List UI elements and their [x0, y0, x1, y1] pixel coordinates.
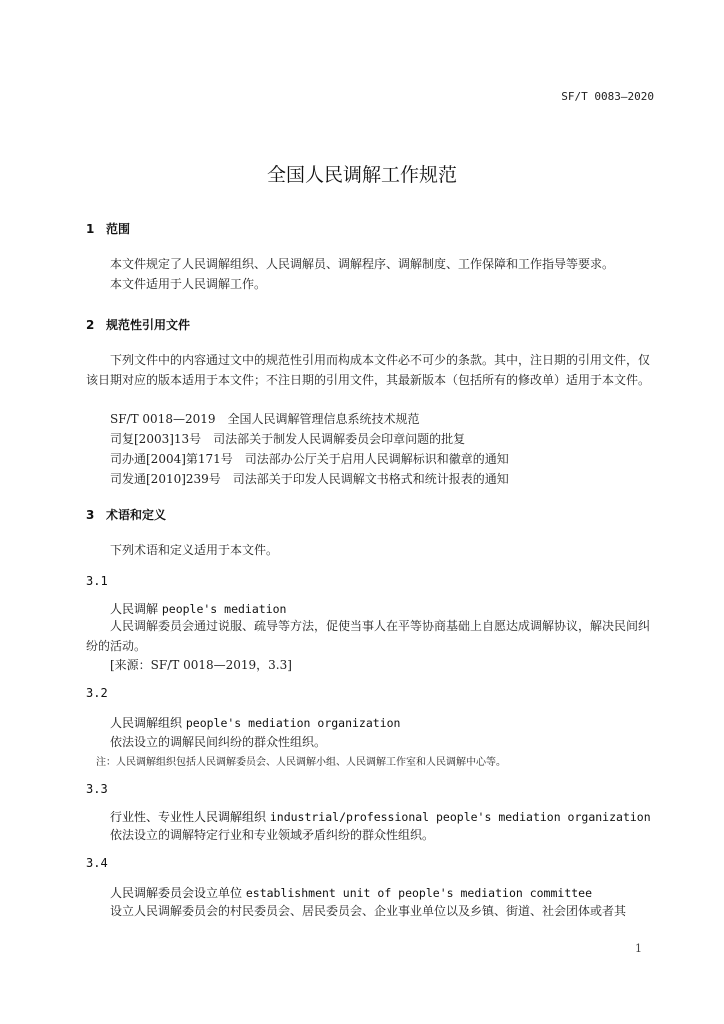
term-chinese: 人民调解组织 — [110, 716, 183, 730]
references-intro: 下列文件中的内容通过文中的规范性引用而构成本文件必不可少的条款。其中，注日期的引用文件，仅该日期对应的版本适用于本文件；不注日期的引用文件，其最新版本（包括所有的修改单）适用于本文件。 — [86, 353, 651, 387]
term-note: 注：人民调解组织包括人民调解委员会、人民调解小组、人民调解工作室和人民调解中心等。 — [96, 757, 506, 768]
section-title: 术语和定义 — [106, 508, 167, 522]
reference-item: 司复[2003]13号 司法部关于制发人民调解委员会印章问题的批复 — [110, 432, 466, 446]
term-definition: 人民调解委员会通过说服、疏导等方法，促使当事人在平等协商基础上自愿达成调解协议，解决民间纠纷的活动。 — [86, 619, 651, 653]
reference-item: SF/T 0018—2019 全国人民调解管理信息系统技术规范 — [110, 412, 420, 426]
scope-paragraph-2: 本文件适用于人民调解工作。 — [110, 277, 267, 291]
term-chinese: 人民调解委员会设立单位 — [110, 886, 243, 900]
section-3-heading — [86, 506, 166, 523]
term-english: people's mediation organization — [185, 716, 401, 730]
term-heading — [110, 600, 286, 617]
section-1-heading — [86, 220, 130, 237]
term-heading — [110, 884, 592, 901]
term-definition: 设立人民调解委员会的村民委员会、居民委员会、企业事业单位以及乡镇、街道、社会团体或者其 — [110, 904, 627, 918]
clause-number: 3.2 — [86, 686, 108, 700]
terms-intro: 下列术语和定义适用于本文件。 — [110, 543, 279, 557]
section-title: 范围 — [106, 222, 131, 236]
term-english: establishment unit of people's mediation committee — [245, 886, 593, 900]
clause-number: 3.4 — [86, 856, 108, 870]
term-definition: 依法设立的调解特定行业和专业领域矛盾纠纷的群众性组织。 — [110, 828, 435, 842]
term-english: people's mediation — [161, 602, 287, 616]
clause-number: 3.1 — [86, 574, 108, 588]
document-title: 全国人民调解工作规范 — [266, 164, 457, 186]
term-source: [来源：SF/T 0018—2019，3.3] — [110, 658, 292, 672]
term-heading — [110, 808, 651, 825]
term-english: industrial/professional people's mediation organization — [269, 810, 651, 824]
section-number: 2 — [86, 318, 95, 332]
section-title: 规范性引用文件 — [106, 318, 191, 332]
reference-item: 司发通[2010]239号 司法部关于印发人民调解文书格式和统计报表的通知 — [110, 472, 509, 486]
term-chinese: 行业性、专业性人民调解组织 — [110, 810, 267, 824]
section-number: 3 — [86, 508, 95, 522]
section-number: 1 — [86, 222, 95, 236]
clause-number: 3.3 — [86, 782, 108, 796]
term-heading — [110, 714, 400, 731]
term-chinese: 人民调解 — [110, 602, 159, 616]
page-number: 1 — [635, 942, 642, 955]
reference-item: 司办通[2004]第171号 司法部办公厅关于启用人民调解标识和徽章的通知 — [110, 452, 509, 466]
section-2-heading — [86, 316, 190, 333]
term-definition: 依法设立的调解民间纠纷的群众性组织。 — [110, 735, 327, 749]
scope-paragraph-1: 本文件规定了人民调解组织、人民调解员、调解程序、调解制度、工作保障和工作指导等要求。 — [110, 257, 615, 271]
standard-code: SF/T 0083—2020 — [561, 90, 654, 103]
